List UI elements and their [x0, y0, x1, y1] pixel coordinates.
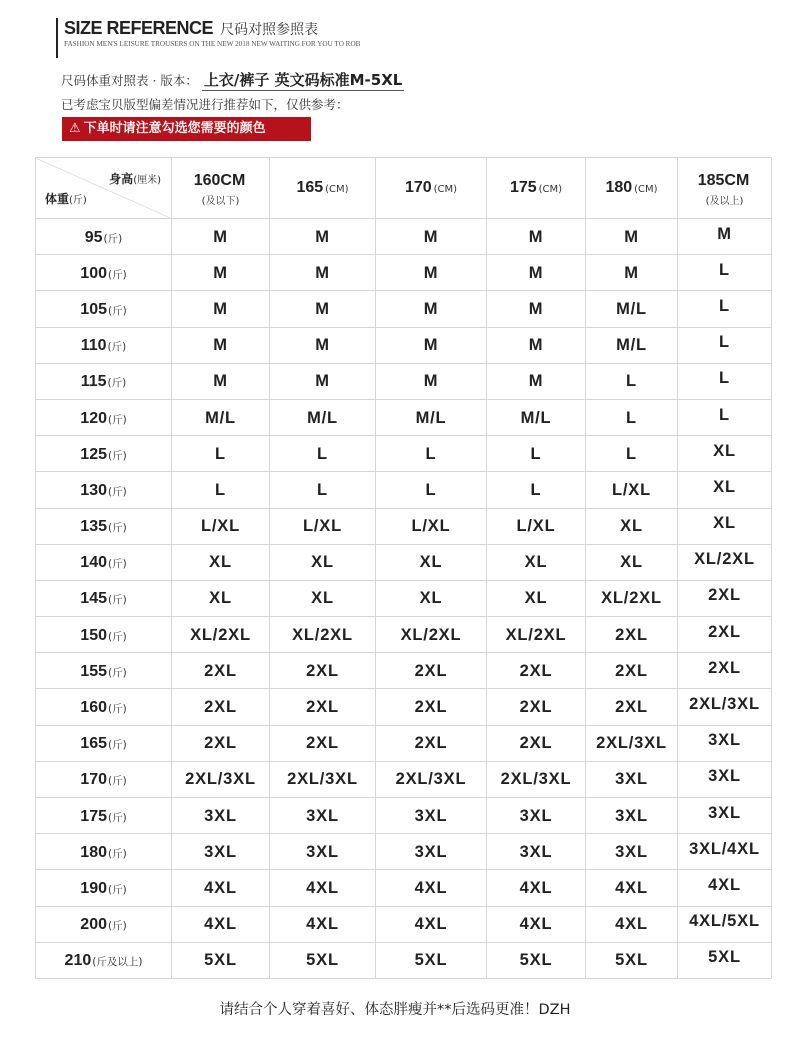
size-cell: XL — [172, 544, 270, 580]
size-cell: 4XL — [270, 870, 376, 906]
size-cell: 2XL/3XL — [270, 761, 376, 797]
brand-subtitle: FASHION MEN'S LEISURE TROUSERS ON THE NEW 2018 NEW WAITING FOR YOU TO ROB — [64, 40, 361, 48]
size-cell: 2XL — [376, 653, 487, 689]
size-cell: L/XL — [172, 508, 270, 544]
size-cell: 2XL — [586, 617, 678, 653]
size-cell: 4XL — [586, 906, 678, 942]
size-cell: L — [270, 472, 376, 508]
table-row — [36, 291, 772, 327]
size-cell: 5XL — [376, 942, 487, 978]
size-cell: M — [376, 219, 487, 255]
size-cell: L — [678, 255, 772, 291]
size-cell: 3XL — [678, 798, 772, 834]
size-cell: M/L — [487, 399, 586, 435]
size-cell: M — [172, 255, 270, 291]
size-cell: 2XL — [376, 725, 487, 761]
recommendation-note: 已考虑宝贝版型偏差情况进行推荐如下，仅供参考： — [61, 97, 349, 112]
size-cell: 4XL — [487, 906, 586, 942]
size-cell: XL/2XL — [678, 544, 772, 580]
size-cell: 3XL — [678, 761, 772, 797]
weight-cell: 190(斤) — [36, 870, 172, 906]
size-cell: 5XL — [586, 942, 678, 978]
size-cell: XL — [678, 436, 772, 472]
height-column-header: 165 (CM) — [270, 158, 376, 219]
size-cell: 3XL — [376, 798, 487, 834]
size-cell: 5XL — [487, 942, 586, 978]
size-cell: M — [376, 291, 487, 327]
size-cell: 2XL — [270, 725, 376, 761]
table-row — [36, 834, 772, 870]
height-column-header: 170 (CM) — [376, 158, 487, 219]
size-cell: L/XL — [376, 508, 487, 544]
weight-cell: 145(斤) — [36, 580, 172, 616]
size-cell: XL — [270, 580, 376, 616]
size-cell: XL — [376, 580, 487, 616]
size-cell: XL — [678, 508, 772, 544]
size-cell: L — [678, 291, 772, 327]
table-row — [36, 725, 772, 761]
height-column-header: 175 (CM) — [487, 158, 586, 219]
size-cell: 2XL — [270, 689, 376, 725]
size-cell: 3XL — [376, 834, 487, 870]
weight-cell: 120(斤) — [36, 399, 172, 435]
size-cell: XL/2XL — [586, 580, 678, 616]
size-cell: M/L — [270, 399, 376, 435]
size-cell: 4XL — [487, 870, 586, 906]
size-cell: XL — [487, 580, 586, 616]
color-warning-banner — [62, 117, 311, 141]
size-cell: M — [376, 255, 487, 291]
size-cell: M — [270, 219, 376, 255]
corner-weight-label: 体重(斤) — [45, 192, 87, 206]
table-row — [36, 255, 772, 291]
brand-title — [64, 18, 318, 39]
size-cell: 2XL — [172, 689, 270, 725]
size-cell: 2XL/3XL — [586, 725, 678, 761]
size-cell: 5XL — [172, 942, 270, 978]
brand-title-cn: 尺码对照参照表 — [220, 22, 319, 38]
weight-cell: 95(斤) — [36, 219, 172, 255]
size-cell: M — [376, 327, 487, 363]
table-row — [36, 761, 772, 797]
table-row — [36, 689, 772, 725]
size-cell: L — [270, 436, 376, 472]
size-cell: 3XL — [172, 798, 270, 834]
size-cell: 3XL — [487, 798, 586, 834]
size-cell: M — [270, 363, 376, 399]
size-cell: 4XL — [678, 870, 772, 906]
size-cell: M — [172, 291, 270, 327]
size-cell: L — [586, 436, 678, 472]
size-cell: L — [678, 363, 772, 399]
weight-cell: 175(斤) — [36, 798, 172, 834]
size-cell: M — [487, 363, 586, 399]
table-corner-cell — [36, 158, 172, 219]
table-row — [36, 617, 772, 653]
size-cell: 3XL — [172, 834, 270, 870]
size-cell: M — [270, 255, 376, 291]
weight-cell: 140(斤) — [36, 544, 172, 580]
size-cell: XL/2XL — [270, 617, 376, 653]
size-cell: L — [487, 472, 586, 508]
size-cell: L — [678, 327, 772, 363]
size-cell: L — [586, 363, 678, 399]
weight-cell: 125(斤) — [36, 436, 172, 472]
size-cell: 2XL — [487, 653, 586, 689]
size-cell: XL — [376, 544, 487, 580]
size-cell: 3XL/4XL — [678, 834, 772, 870]
size-cell: M/L — [586, 291, 678, 327]
size-cell: 4XL — [270, 906, 376, 942]
table-row — [36, 436, 772, 472]
table-row — [36, 508, 772, 544]
size-cell: M — [487, 219, 586, 255]
size-cell: M — [678, 219, 772, 255]
size-cell: M — [172, 219, 270, 255]
footer-note: 请结合个人穿着喜好、体态胖瘦并**后选码更准！DZH — [219, 1002, 571, 1018]
size-cell: 3XL — [270, 798, 376, 834]
size-cell: 2XL — [586, 653, 678, 689]
table-row — [36, 653, 772, 689]
size-cell: M — [586, 255, 678, 291]
height-column-header: 160CM (及以下) — [172, 158, 270, 219]
table-row — [36, 870, 772, 906]
size-cell: 2XL/3XL — [376, 761, 487, 797]
size-cell: L — [376, 436, 487, 472]
weight-cell: 100(斤) — [36, 255, 172, 291]
size-cell: L/XL — [487, 508, 586, 544]
size-cell: 2XL/3XL — [678, 689, 772, 725]
size-cell: M/L — [376, 399, 487, 435]
size-cell: 5XL — [270, 942, 376, 978]
size-cell: 4XL — [376, 870, 487, 906]
reference-value: 上衣/裤子 英文码标准M-5XL — [203, 71, 403, 89]
size-cell: 5XL — [678, 942, 772, 978]
weight-cell: 130(斤) — [36, 472, 172, 508]
size-cell: 2XL — [678, 617, 772, 653]
size-table — [35, 157, 772, 979]
size-cell: 4XL — [172, 906, 270, 942]
size-cell: M — [270, 291, 376, 327]
weight-cell: 210(斤及以上) — [36, 942, 172, 978]
table-row — [36, 580, 772, 616]
size-cell: 3XL — [270, 834, 376, 870]
reference-line — [61, 69, 404, 90]
reference-label: 尺码体重对照表 · 版本： — [61, 73, 198, 88]
size-cell: 2XL — [172, 653, 270, 689]
table-row — [36, 472, 772, 508]
size-cell: XL — [270, 544, 376, 580]
size-cell: 4XL/5XL — [678, 906, 772, 942]
table-row — [36, 363, 772, 399]
table-row — [36, 327, 772, 363]
size-cell: 3XL — [586, 798, 678, 834]
weight-cell: 105(斤) — [36, 291, 172, 327]
weight-cell: 165(斤) — [36, 725, 172, 761]
size-cell: M/L — [172, 399, 270, 435]
corner-height-label: 身高(厘米) — [109, 172, 161, 186]
size-cell: L — [487, 436, 586, 472]
weight-cell: 155(斤) — [36, 653, 172, 689]
size-cell: 2XL — [678, 580, 772, 616]
size-cell: 2XL — [678, 653, 772, 689]
weight-cell: 170(斤) — [36, 761, 172, 797]
header-block — [56, 18, 361, 58]
size-cell: 2XL — [586, 689, 678, 725]
weight-cell: 135(斤) — [36, 508, 172, 544]
table-row — [36, 942, 772, 978]
size-cell: XL — [487, 544, 586, 580]
size-cell: 2XL — [270, 653, 376, 689]
weight-cell: 150(斤) — [36, 617, 172, 653]
size-cell: XL — [586, 544, 678, 580]
size-cell: XL/2XL — [376, 617, 487, 653]
size-cell: 3XL — [487, 834, 586, 870]
size-cell: M — [487, 327, 586, 363]
weight-cell: 110(斤) — [36, 327, 172, 363]
size-cell: 2XL — [376, 689, 487, 725]
size-cell: 3XL — [678, 725, 772, 761]
size-cell: XL/2XL — [172, 617, 270, 653]
size-cell: M — [270, 327, 376, 363]
warning-icon: ⚠ — [69, 121, 81, 136]
size-cell: M — [487, 291, 586, 327]
size-cell: L/XL — [586, 472, 678, 508]
weight-cell: 200(斤) — [36, 906, 172, 942]
size-cell: L — [172, 436, 270, 472]
warning-text: 下单时请注意勾选您需要的颜色 — [83, 121, 266, 136]
table-row — [36, 399, 772, 435]
size-cell: 3XL — [586, 761, 678, 797]
weight-cell: 115(斤) — [36, 363, 172, 399]
weight-cell: 160(斤) — [36, 689, 172, 725]
size-cell: XL/2XL — [487, 617, 586, 653]
table-row — [36, 906, 772, 942]
size-cell: M — [172, 327, 270, 363]
size-cell: 4XL — [586, 870, 678, 906]
size-cell: L/XL — [270, 508, 376, 544]
size-cell: 4XL — [172, 870, 270, 906]
size-cell: XL — [678, 472, 772, 508]
table-row — [36, 544, 772, 580]
size-cell: 3XL — [586, 834, 678, 870]
height-column-header: 180 (CM) — [586, 158, 678, 219]
size-cell: M/L — [586, 327, 678, 363]
size-cell: M — [586, 219, 678, 255]
size-cell: L — [678, 399, 772, 435]
table-header-row — [36, 158, 772, 219]
size-cell: 2XL/3XL — [172, 761, 270, 797]
size-cell: L — [172, 472, 270, 508]
size-cell: 2XL/3XL — [487, 761, 586, 797]
size-cell: L — [376, 472, 487, 508]
weight-cell: 180(斤) — [36, 834, 172, 870]
size-cell: M — [376, 363, 487, 399]
size-cell: 2XL — [487, 689, 586, 725]
size-cell: M — [487, 255, 586, 291]
table-row — [36, 219, 772, 255]
size-cell: L — [586, 399, 678, 435]
size-cell: 2XL — [172, 725, 270, 761]
height-column-header: 185CM (及以上) — [678, 158, 772, 219]
size-cell: XL — [172, 580, 270, 616]
size-cell: 2XL — [487, 725, 586, 761]
size-cell: M — [172, 363, 270, 399]
brand-title-en: SIZE REFERENCE — [64, 18, 214, 38]
size-cell: XL — [586, 508, 678, 544]
table-body — [36, 219, 772, 979]
table-row — [36, 798, 772, 834]
size-cell: 4XL — [376, 906, 487, 942]
